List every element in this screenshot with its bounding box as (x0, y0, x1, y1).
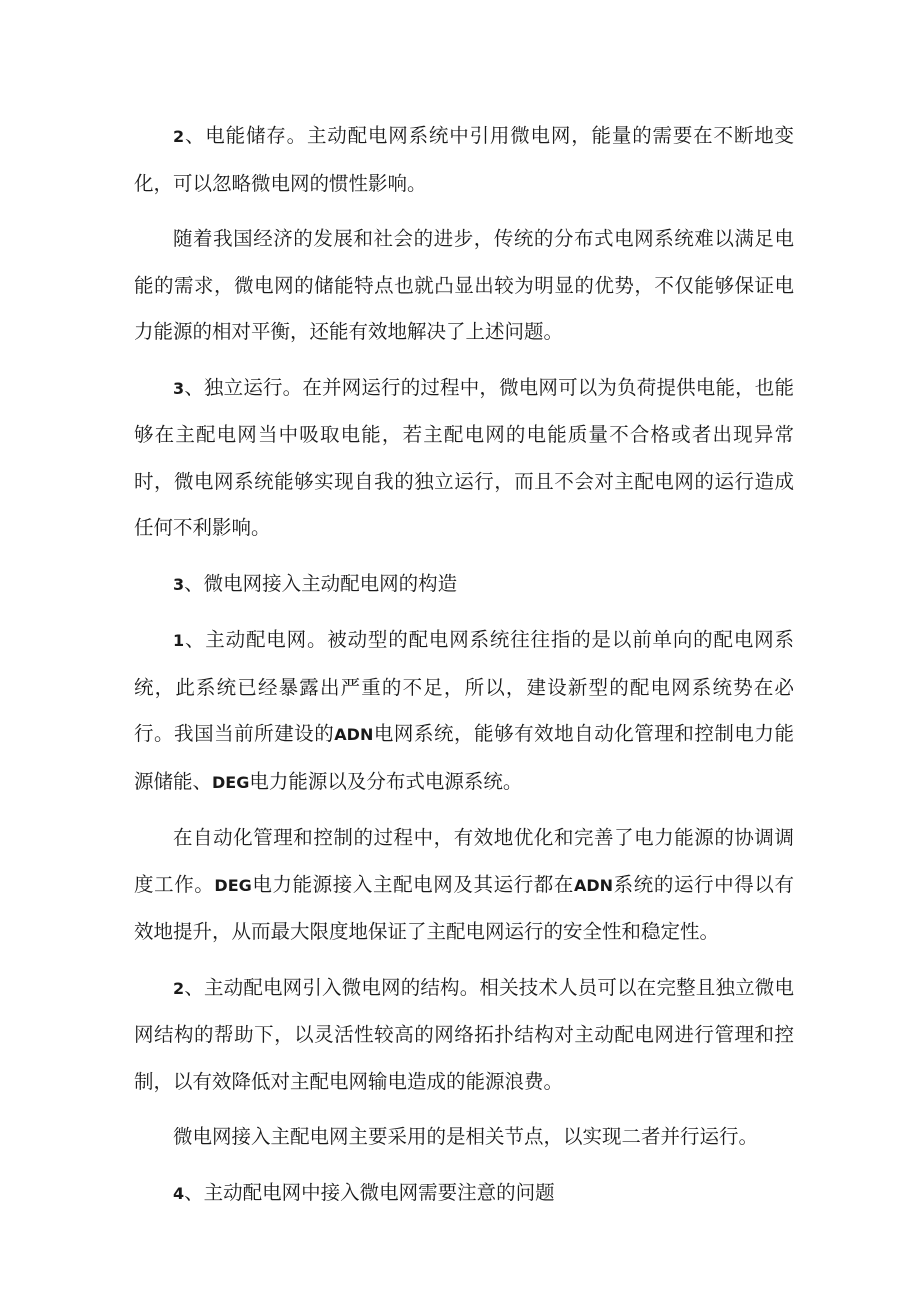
term-adn: ADN (574, 875, 614, 895)
item-number: 2 (173, 127, 185, 146)
paragraph-text: 电力能源接入主配电网及其运行都在 (251, 872, 574, 896)
paragraph-text: 、主动配电网引入微电网的结构。相关技术人员可以在完整且独立微电网结构的帮助下，以灵活性较高的网络拓扑结构对主动配电网进行管理和控制，以有效降低对主配电网输电造成的能源浪费。 (134, 975, 794, 1093)
item-number: 3 (173, 378, 185, 398)
section-heading-3 (134, 561, 794, 609)
paragraph-text: 随着我国经济的发展和社会的进步，传统的分布式电网系统难以满足电能的需求，微电网的储能特点也就凸显出较为明显的优势，不仅能够保证电力能源的相对平衡，还能有效地解决了上述问题。 (134, 227, 794, 343)
paragraph-independent-operation (134, 365, 794, 552)
section-heading-4 (134, 1170, 794, 1218)
term-deg: DEG (212, 772, 250, 792)
paragraph-microgrid-structure (134, 965, 794, 1106)
item-number: 2 (173, 978, 185, 998)
document-body (134, 113, 794, 1226)
term-adn: ADN (334, 725, 374, 744)
item-number: 1 (173, 631, 185, 650)
paragraph-active-distribution-network (134, 617, 794, 806)
paragraph-text: 在自动化管理和控制的过程中，有效地优化和完善了电力能源的协调调度工作。 (134, 826, 794, 896)
paragraph-text: 系统的运行中得以有效地提升，从而最大限度地保证了主配电网运行的安全性和稳定性。 (134, 872, 794, 943)
paragraph-storage-advantage (134, 216, 794, 356)
paragraph-automation-management (134, 815, 794, 956)
heading-number: 3 (173, 574, 185, 594)
paragraph-parallel-operation (134, 1114, 794, 1161)
paragraph-text: 微电网接入主配电网主要采用的是相关节点，以实现二者并行运行。 (173, 1125, 759, 1148)
paragraph-text: 、独立运行。在并网运行的过程中，微电网可以为负荷提供电能，也能够在主配电网当中吸取电能，若主配电网的电能质量不合格或者出现异常时，微电网系统能够实现自我的独立运行，而且不会对主配电网的运行造成任何不利影响。 (134, 375, 794, 539)
paragraph-energy-storage (134, 113, 794, 207)
paragraph-text: 电网系统，能够有效地自动化管理和控制电力能源储能、 (134, 722, 794, 793)
term-deg: DEG (214, 875, 252, 895)
paragraph-text: 、电能储存。主动配电网系统中引用微电网，能量的需要在不断地变化，可以忽略微电网的惯性影响。 (134, 124, 794, 195)
heading-text: 、主动配电网中接入微电网需要注意的问题 (184, 1180, 555, 1204)
paragraph-text: 电力能源以及分布式电源系统。 (249, 769, 523, 793)
heading-number: 4 (173, 1183, 185, 1203)
heading-text: 、微电网接入主动配电网的构造 (184, 571, 458, 595)
paragraph-text: 、主动配电网。被动型的配电网系统往往指的是以前单向的配电网系统，此系统已经暴露出严重的不足，所以，建设新型的配电网系统势在必行。我国当前所建设的 (134, 628, 794, 745)
